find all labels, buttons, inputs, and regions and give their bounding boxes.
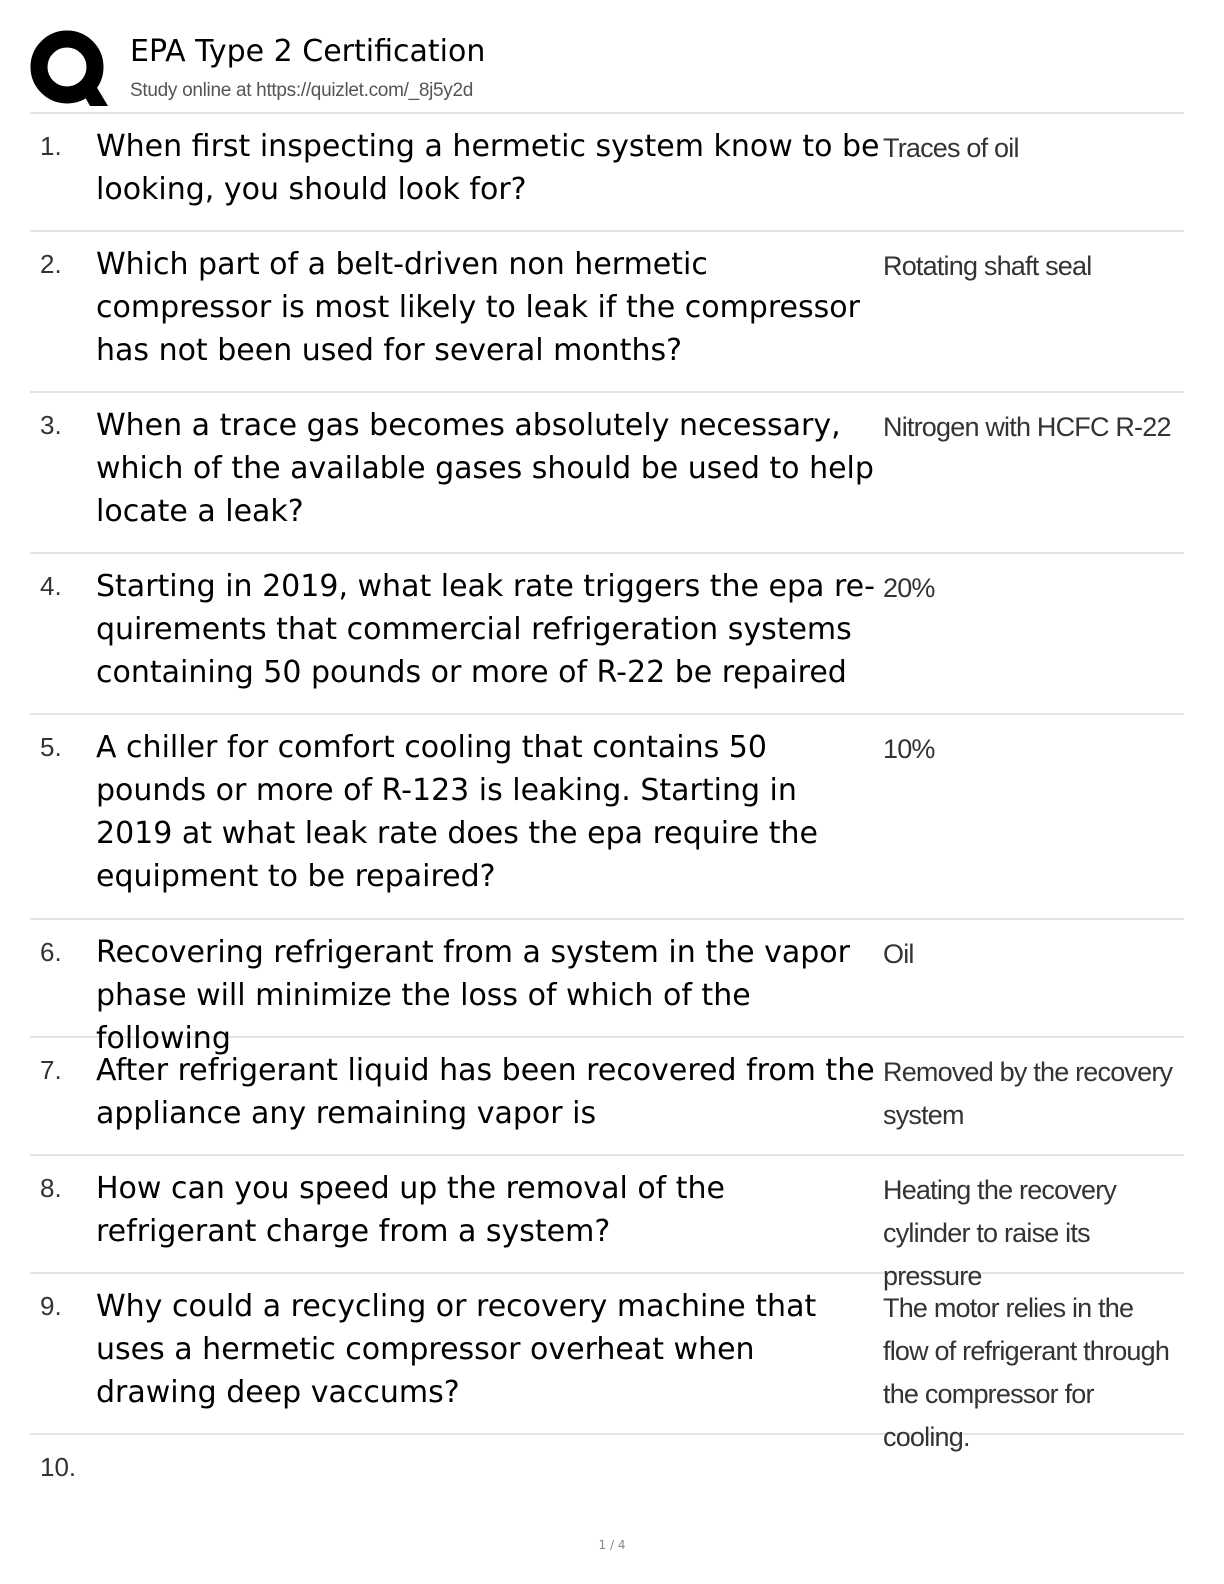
card-number: 2. [40,249,62,279]
card-answer: 10% [883,734,935,764]
study-link-text: Study online at https://quizlet.com/_8j5y2d [130,80,474,101]
flashcard-row [30,920,1184,1056]
card-question: Which part of a belt-driven non hermetic compressor is most likely to leak if the compressor has not been used for several months? [96,247,860,368]
card-answer: The motor relies in the flow of refrigerant through the compressor for cooling. [883,1293,1170,1452]
flashcard-row [30,393,1184,554]
card-question: A chiller for comfort cooling that contains 50 pounds or more of R-123 is leaking. Starting in 2019 at what leak rate does the epa require the equipment to be repaired? [96,730,818,894]
card-number: 4. [40,571,62,601]
page-header [30,28,1184,114]
card-answer: Heating the recovery cylinder to raise its pressure [883,1175,1117,1291]
flashcard-row [30,715,1184,920]
card-answer: Oil [883,939,914,969]
card-number: 6. [40,937,62,967]
card-number: 5. [40,732,62,762]
card-question: When first inspecting a hermetic system know to be looking, you should look for? [96,129,880,207]
document-title: EPA Type 2 Certification [130,34,486,69]
card-question: When a trace gas becomes absolutely necessary, which of the available gases should be used to help locate a leak? [96,408,874,529]
card-answer: Traces of oil [883,133,1019,163]
card-answer: Removed by the recovery system [883,1057,1173,1130]
card-number: 1. [40,131,62,161]
flashcard-row [30,1435,1184,1505]
page-number: 1 / 4 [598,1538,626,1552]
flashcard-row [30,114,1184,232]
flashcard-list [30,114,1184,1505]
card-answer: Nitrogen with HCFC R-22 [883,412,1171,442]
card-question: Why could a recycling or recovery machine that uses a hermetic compressor overheat when drawing deep vaccums? [96,1289,817,1410]
flashcard-row [30,1038,1184,1156]
card-question: After refrigerant liquid has been recovered from the appliance any remaining vapor is [96,1053,875,1131]
card-number: 8. [40,1173,62,1203]
flashcard-row [30,1156,1184,1291]
flashcard-row [30,232,1184,393]
card-answer: Rotating shaft seal [883,251,1092,281]
flashcard-row [30,1274,1184,1452]
card-number: 7. [40,1055,62,1085]
card-number: 10. [40,1452,77,1482]
card-question: Recovering refrigerant from a system in the vapor phase will minimize the loss of which of the following [96,935,850,1056]
card-answer: 20% [883,573,935,603]
flashcard-row [30,554,1184,715]
card-number: 3. [40,410,62,440]
card-question: Starting in 2019, what leak rate triggers the epa re-quirements that commercial refrigeration systems containing 50 pounds or more of R-22 be repaired [96,569,875,690]
quizlet-logo-icon [30,30,110,110]
card-number: 9. [40,1291,62,1321]
card-question: How can you speed up the removal of the refrigerant charge from a system? [96,1171,726,1249]
